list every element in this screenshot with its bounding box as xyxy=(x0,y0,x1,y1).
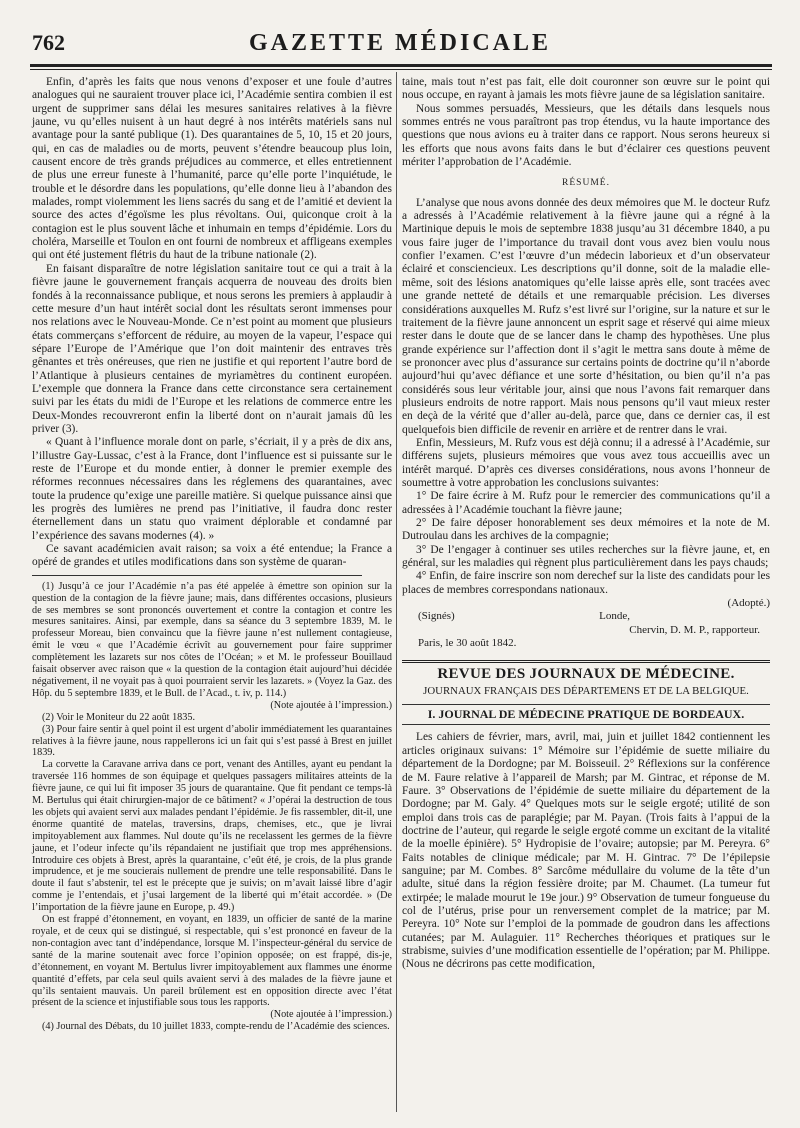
revue-title: REVUE DES JOURNAUX DE MÉDECINE. xyxy=(402,660,770,681)
conclusion-item: 2° De faire déposer honorablement ses deux mémoires et la note de M. Dutroulau dans les archives de la compagnie; xyxy=(402,517,770,543)
footnote: (2) Voir le Moniteur du 22 août 1835. xyxy=(42,711,195,723)
right-paragraph: Nous sommes persuadés, Messieurs, que les détails dans lesquels nous sommes entrés ne vous paraîtront pas trop étendus, vu la haute importance des questions que nous avions eu à traiter dans ce rapport. Nous serons heureux si les efforts que nous avons faits dans le but d’éclairer ces questions peuvent mériter l’approbation de l’Académie. xyxy=(402,102,770,169)
report-date: Paris, le 30 août 1842. xyxy=(418,637,517,650)
right-column xyxy=(402,76,770,972)
left-paragraph: « Quant à l’influence morale dont on parle, s’écriait, il y a près de dix ans, l’illustre Gay-Lussac, c’est à la France, dont l’influence est si puissante sur le reste de l’Europe et du monde entier, à donner le premier exemple des réformes reconnues nécessaires dans les réglemens des quarantaines, avec toute la prudence qu’exige une pareille matière. Si quelque puissance ainsi que les progrès des lumières ne prend pas l’initiative, il faudra donc rester éternellement dans un statu quo vraiment déplorable et condamné par l’expérience des savans modernes (4). » xyxy=(32,436,392,542)
signed-label: (Signés) xyxy=(418,610,455,623)
footnote-note: (Note ajoutée à l’impression.) xyxy=(270,1009,392,1021)
column-divider xyxy=(396,72,397,1112)
left-paragraph: En faisant disparaître de notre législation sanitaire tout ce qui a trait à la fièvre jaune le gouvernement français acquerra de nouveau des droits bien fondés à la reconnaissance publique, et nous serons les premiers à applaudir à cette mesure d’un haut intérêt social dont les résultats seront immenses pour nos relations avec le Nouveau-Monde. Ce n’est point au moment que plusieurs états commerçans s’efforcent de réduire, au moyen de la vapeur, l’espace qui sépare l’Europe de l’Amérique que l’on doit maintenir des entraves très gênantes et très onéreuses, que rien ne justifie et qui reportent l’autre bord de l’Atlantique à plusieurs centaines de myriamètres du continent européen. L’exemple que donnera la France dans cette circonstance sera certainement suivi par les états du midi de l’Europe et les relations de commerce entre les Deux-Mondes recouvreront enfin la liberté dont on n’aurait jamais dû les priver (3). xyxy=(32,262,392,435)
footnote: (4) Journal des Débats, du 10 juillet 1833, compte-rendu de l’Académie des sciences. xyxy=(42,1021,390,1033)
left-paragraph: Ce savant académicien avait raison; sa voix a été entendue; la France a opéré de grandes et utiles modifications dans son système de quaran- xyxy=(32,543,392,569)
header-rule xyxy=(30,64,772,70)
left-paragraph: Enfin, d’après les faits que nous venons d’exposer et une foule d’autres analogues qui ne sauraient trouver place ici, l’Académie sentira combien il est urgent de supprimer sans délai les mesures sanitaires relatives à la fièvre jaune, vu qu’elles nuisent à un haut degré à nos intérêts matériels sans nul avantage pour la santé publique (1). Des quarantaines de 5, 10, 15 et 20 jours, qui, en cas de maladies ou de morts, peuvent s’étendre beaucoup plus loin, causent encore de très grands préjudices au commerce, et elles entretiennent de plus une erreur funeste à l’humanité, parce qu’elle porte l’inquiétude, le trouble et le désordre dans les populations, qu’elle donne lieu à l’abandon des malades, rompt violemment les liens sacrés du sang et de l’amitié et devient la source des actes d’égoïsme les plus révoltans. Oui, quiconque croit à la contagion est le plus souvent lâche et inhumain en temps d’épidémie. Lors du choléra, Marseille et Toulon en ont fourni de nombreux et affligeans exemples qui ont été justement flétris du haut de la tribune nationale (2). xyxy=(32,76,392,262)
footnote: On est frappé d’étonnement, en voyant, en 1839, un officier de santé de la marine royale, et de ceux qui se distingué, si respectable, qui s’est prononcé en faveur de la non-contagion avec tant d’indépendance, lorsque M. l’inspecteur-général du service de santé de la marine soutenait avec force l’opinion opposée; on est frappé, dis-je, d’étonnement, en voyant M. Bertulus livrer impitoyablement aux flammes une énorme quantité d’effets, par cela seul quils avaient servi à des malades de la fièvre jaune et qu’ils sentaient mauvais. Un pareil brûlement est en opposition directe avec l’état présent de la science et injustifiable sous tous les rapports. xyxy=(32,914,392,1009)
resume-paragraph: Enfin, Messieurs, M. Rufz vous est déjà connu; il a adressé à l’Académie, sur différens sujets, plusieurs mémoires que vous avez tous accueillis avec un intérêt marqué. D’après ces diverses considérations, nous avons l’honneur de soumettre à votre approbation les conclusions suivantes: xyxy=(402,436,770,489)
revue-subtitle: JOURNAUX FRANÇAIS DES DÉPARTEMENS ET DE LA BELGIQUE. xyxy=(423,684,749,697)
journal-paragraph: Les cahiers de février, mars, avril, mai, juin et juillet 1842 contiennent les articles originaux suivans: 1° Mémoire sur l’épidémie de suette miliaire du département de la Dordogne; par M. Boisseuil. 2° Réflexions sur la conférence de M. Faure relative à l’appareil de Marsh; par M. Gintrac, et réponse de M. Faure. 3° Observations de l’épidémie de suette miliaire du département de la Dordogne; par M. Galy. 4° Quelques mots sur le seigle ergoté; utilité de son emploi dans trois cas de paraplégie; par M. Payan. (Trois faits à l’appui de la doctrine de l’auteur, qui regarde le seigle ergoté comme un excitant de la vitalité de la moelle épinière). 5° Hydropisie de l’ovaire; autopsie; par M. Pereyra. 6° Faits notables de clinique médicale; par M. H. Gintrac. 7° De l’épilepsie sanguine; par M. Combes. 8° Sarcôme médullaire du volume de la tête d’un adulte, situé dans la région fessière droite; par M. Chaumet. (La tumeur fut extirpée; le malade mourut le 19e jour.) 9° Observation de tumeur fongueuse du col de l’utérus, prise pour un renversement complet de la matrice; par M. Pereyra. 10° Note sur l’emploi de la pommade de goudron dans les affections cutanées; par M. Aulaguier. 11° Recherches théoriques et pratiques sur le strabisme, suivies d’une modification essentielle de l’opération; par M. Philippe. (Nous ne décrirons pas cette modification, xyxy=(402,731,770,971)
footnote: La corvette la Caravane arriva dans ce port, venant des Antilles, ayant eu pendant la traversée 116 hommes de son équipage et quelques passagers militaires atteints de la fièvre jaune, ce qui lui fit imposer 35 jours de quarantaine. Que fit pendant ce temps-là M. Bertulus qui était chirurgien-major de ce bâtiment? « J’opérai la destruction de tous les objets qui avaient servi aux malades pendant l’épidémie. Je fis rassembler, dit-il, une énorme quantité de matelas, traversins, draps, chemises, etc., que je livrai impitoyablement aux flammes. Nul doute qu’ils ne recelassent les germes de la fièvre jaune, et l’odeur infecte qu’ils répandaient ne justifiait que trop mes appréhensions. Introduire ces objets à Brest, après la quarantaine, c’eût été, je crois, de la plus grande imprudence, et je me soucierais nullement de prendre une telle responsabilité. Dans le doute il faut s’abstenir, tel est le précepte que je suivis; on m’avait laissé libre d’agir comme je l’entendais, et j’usai largement de la liberté qui m’était accordée. » (De l’importation de la fièvre jaune en Europe, p. 49.) xyxy=(32,759,392,914)
footnote: (3) Pour faire sentir à quel point il est urgent d’abolir immédiatement les quarantaines relatives à la fièvre jaune, nous rappellerons ici un fait qui s’est passé à Brest en juillet 1839. xyxy=(32,723,392,759)
footnote-note: (Note ajoutée à l’impression.) xyxy=(270,699,392,711)
signer-chervin: Chervin, D. M. P., rapporteur. xyxy=(629,623,760,636)
footnote: (1) Jusqu’à ce jour l’Académie n’a pas été appelée à émettre son opinion sur la question de la contagion de la fièvre jaune; mais, dans différentes occasions, plusieurs de ses membres se sont prononcés ouvertement et contre la contagion et contre les mesures sanitaires. Ainsi, par exemple, dans sa séance du 3 septembre 1839, M. le professeur Moreau, bien convaincu que la fièvre jaune n’est nullement contagieuse, émit le vœu « que l’Académie écrivît au gouvernement pour faire supprimer complètement les lazarets sur nos côtes de l’Océan; » et M. le professeur Bouillaud faisait observer avec raison que « la question de la contagion était aujourd’hui décidée négativement, il ne voyait pas à quoi pourraient servir les lazarets. » (Voyez la Gaz. des Hôp. du 5 septembre 1839, et le Bull. de l’Acad., t. iv, p. 114.) xyxy=(32,580,392,699)
conclusion-item: 1° De faire écrire à M. Rufz pour le remercier des communications qu’il a adressées à l’Académie touchant la fièvre jaune; xyxy=(402,490,770,516)
journal-heading: I. JOURNAL DE MÉDECINE PRATIQUE DE BORDEAUX. xyxy=(402,704,770,725)
resume-paragraph: L’analyse que nous avons donnée des deux mémoires que M. le docteur Rufz a adressés à l’Académie relativement à la fièvre jaune qui a régné à la Martinique depuis le mois de septembre 1838 jusqu’au 31 décembre 1840, a pu vous faire juger de l’importance du travail dont vous avez bien voulu nous confier l’examen. C’est l’œuvre d’un médecin laborieux et d’un observateur éclairé et consciencieux. Les descriptions qu’il donne, soit de la maladie elle-même, soit des lésions anatomiques qu’elle laisse après elle, sont tracées avec une grande netteté de détails et une remarquable précision. Les diverses considérations auxquelles M. Rufz s’est livré sur l’origine, sur la nature et sur le traitement de la fièvre jaune annoncent un esprit sage et réservé qui aime mieux rester dans le doute que de se lancer dans le champ des hypothèses. Une plus grande expérience sur l’affection dont il s’agit le mettra sans doute à même de se prononcer avec plus d’assurance sur certains points de doctrine qu’il n’aborde aujourd’hui qu’avec défiance et une sorte d’hésitation, ou bien qu’il n’a pas considérés sous leur véritable jour, ainsi que nous l’avons fait remarquer dans plusieurs endroits de notre rapport. Mais nous pensons qu’il vaut mieux rester en deçà de la vérité que d’aller au-delà, parce que, dans ce dernier cas, il est quelquefois bien difficile de revenir en arrière et de rentrer dans le vrai. xyxy=(402,196,770,436)
right-paragraph: taine, mais tout n’est pas fait, elle doit couronner son œuvre sur le point qui nous occupe, en rayant à jamais les mots fièvre jaune de sa législation sanitaire. xyxy=(402,76,770,102)
signer-londe: Londe, xyxy=(599,610,630,623)
page-number: 762 xyxy=(32,30,65,55)
conclusion-item: 3° De l’engager à continuer ses utiles recherches sur la fièvre jaune, et, en général, sur les maladies qui règnent plus particulièrement dans les pays chauds; xyxy=(402,543,770,570)
left-column xyxy=(32,76,392,1033)
journal-title: GAZETTE MÉDICALE xyxy=(248,30,552,56)
footnotes xyxy=(32,581,392,1033)
footnote-separator xyxy=(32,575,362,576)
adopted-label: (Adopté.) xyxy=(727,597,770,610)
resume-heading: RÉSUMÉ. xyxy=(562,178,610,189)
signature-line xyxy=(402,610,770,623)
conclusion-item: 4° Enfin, de faire inscrire son nom derechef sur la liste des candidats pour les places de membres correspondans nationaux. xyxy=(402,570,770,596)
